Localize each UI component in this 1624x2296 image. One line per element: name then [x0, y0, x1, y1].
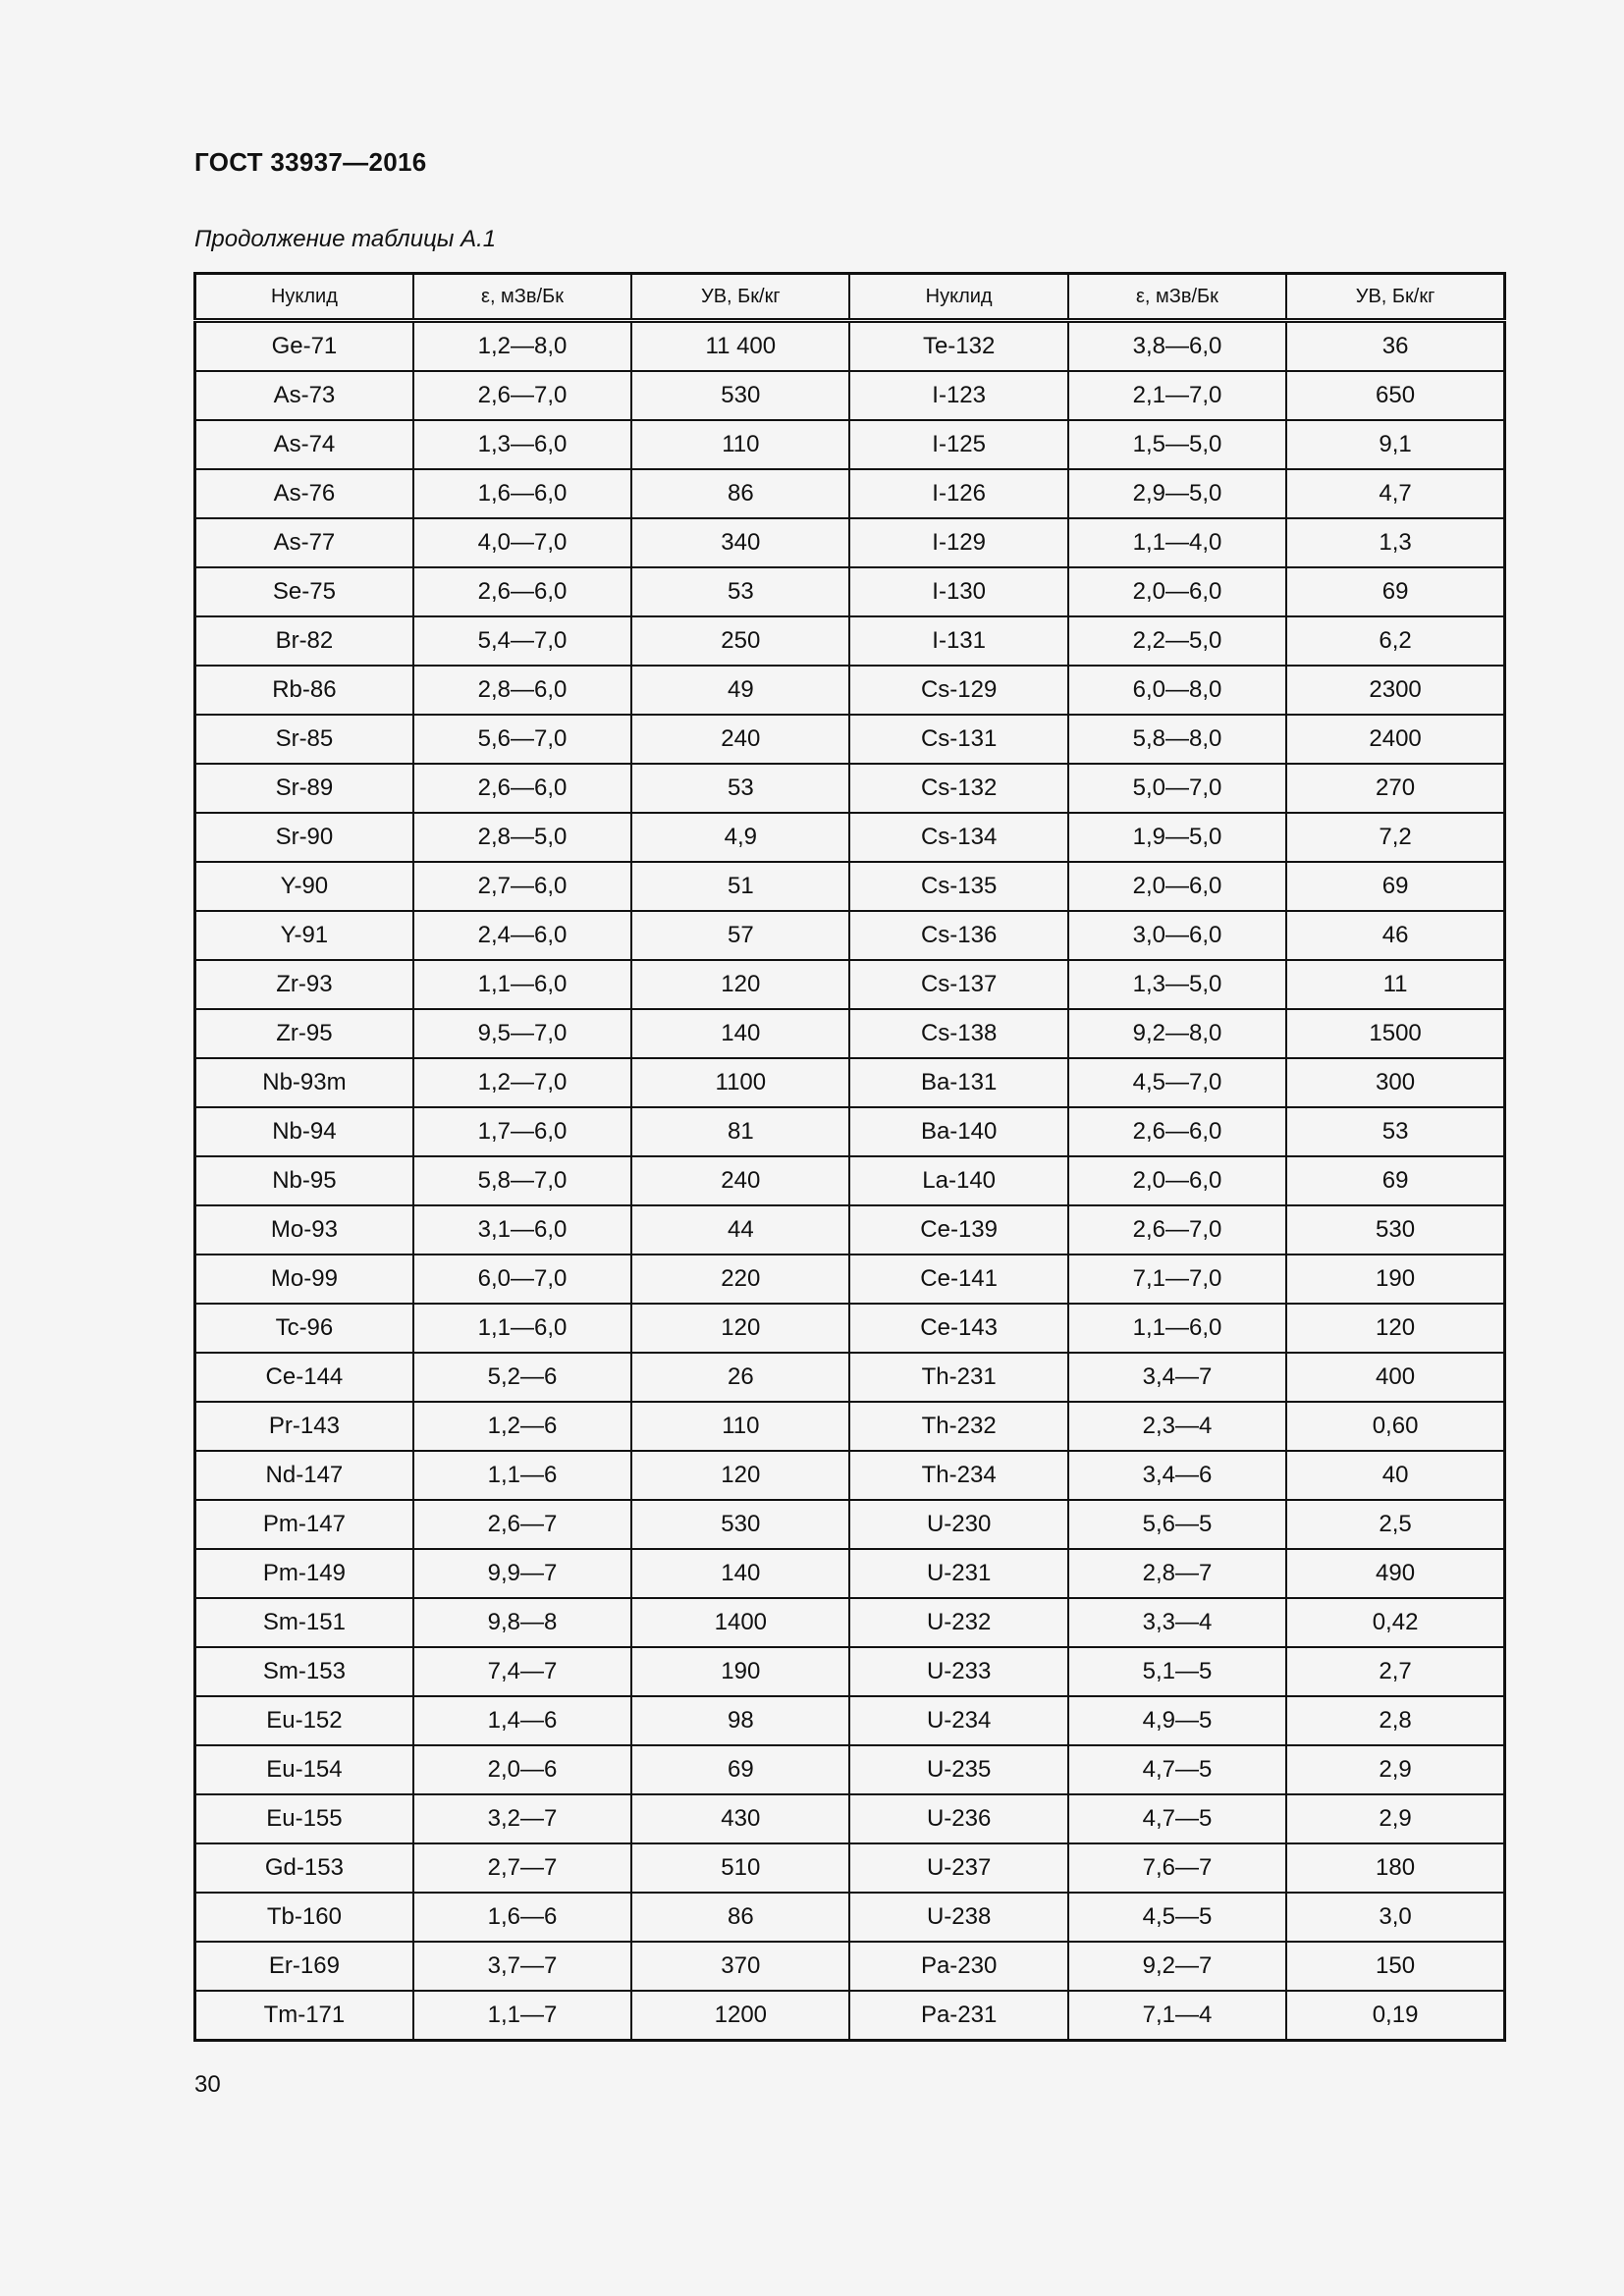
epsilon-cell: 2,0—6,0: [1068, 862, 1286, 911]
uv-cell: 400: [1286, 1353, 1504, 1402]
column-header-uv-1: УВ, Бк/кг: [631, 274, 849, 321]
epsilon-cell: 7,1—7,0: [1068, 1255, 1286, 1304]
uv-cell: 0,42: [1286, 1598, 1504, 1647]
nuclide-cell: I-130: [849, 567, 1067, 616]
uv-cell: 69: [631, 1745, 849, 1794]
epsilon-cell: 2,6—7,0: [413, 371, 631, 420]
nuclide-cell: U-234: [849, 1696, 1067, 1745]
epsilon-cell: 5,8—8,0: [1068, 715, 1286, 764]
table-row: [195, 1156, 1505, 1205]
uv-cell: 110: [631, 1402, 849, 1451]
nuclide-cell: Sr-85: [195, 715, 413, 764]
nuclide-cell: U-230: [849, 1500, 1067, 1549]
column-header-nuclide-1: Нуклид: [195, 274, 413, 321]
epsilon-cell: 5,6—7,0: [413, 715, 631, 764]
table-row: [195, 862, 1505, 911]
epsilon-cell: 5,1—5: [1068, 1647, 1286, 1696]
uv-cell: 2,9: [1286, 1794, 1504, 1843]
epsilon-cell: 1,2—8,0: [413, 321, 631, 372]
nuclide-cell: Pa-231: [849, 1991, 1067, 2041]
nuclide-cell: Sm-151: [195, 1598, 413, 1647]
table-row: [195, 1991, 1505, 2041]
epsilon-cell: 4,9—5: [1068, 1696, 1286, 1745]
table-caption: Продолжение таблицы А.1: [194, 226, 497, 252]
epsilon-cell: 1,2—6: [413, 1402, 631, 1451]
table-row: [195, 469, 1505, 518]
nuclide-cell: Sr-89: [195, 764, 413, 813]
uv-cell: 510: [631, 1843, 849, 1893]
table-row: [195, 1745, 1505, 1794]
uv-cell: 46: [1286, 911, 1504, 960]
uv-cell: 81: [631, 1107, 849, 1156]
uv-cell: 240: [631, 715, 849, 764]
uv-cell: 530: [631, 371, 849, 420]
nuclide-cell: U-232: [849, 1598, 1067, 1647]
table-row: [195, 1598, 1505, 1647]
epsilon-cell: 3,3—4: [1068, 1598, 1286, 1647]
header-row: [195, 274, 1505, 321]
nuclide-cell: Th-231: [849, 1353, 1067, 1402]
epsilon-cell: 1,5—5,0: [1068, 420, 1286, 469]
table-row: [195, 420, 1505, 469]
uv-cell: 49: [631, 666, 849, 715]
nuclide-cell: La-140: [849, 1156, 1067, 1205]
uv-cell: 300: [1286, 1058, 1504, 1107]
epsilon-cell: 1,7—6,0: [413, 1107, 631, 1156]
document-code-header: ГОСТ 33937—2016: [194, 147, 427, 177]
table-row: [195, 1009, 1505, 1058]
table-row: [195, 1500, 1505, 1549]
nuclide-cell: As-76: [195, 469, 413, 518]
epsilon-cell: 1,6—6: [413, 1893, 631, 1942]
table-row: [195, 567, 1505, 616]
uv-cell: 1100: [631, 1058, 849, 1107]
epsilon-cell: 4,7—5: [1068, 1745, 1286, 1794]
uv-cell: 1500: [1286, 1009, 1504, 1058]
epsilon-cell: 2,6—7: [413, 1500, 631, 1549]
uv-cell: 140: [631, 1549, 849, 1598]
table-row: [195, 1451, 1505, 1500]
nuclide-table: [193, 272, 1506, 2042]
nuclide-cell: Cs-136: [849, 911, 1067, 960]
column-header-epsilon-2: ε, мЗв/Бк: [1068, 274, 1286, 321]
table-row: [195, 960, 1505, 1009]
table-row: [195, 321, 1505, 372]
epsilon-cell: 1,3—5,0: [1068, 960, 1286, 1009]
uv-cell: 86: [631, 1893, 849, 1942]
epsilon-cell: 9,8—8: [413, 1598, 631, 1647]
table-row: [195, 518, 1505, 567]
column-header-uv-2: УВ, Бк/кг: [1286, 274, 1504, 321]
nuclide-cell: Zr-95: [195, 1009, 413, 1058]
epsilon-cell: 2,0—6,0: [1068, 567, 1286, 616]
table-row: [195, 715, 1505, 764]
column-header-epsilon-1: ε, мЗв/Бк: [413, 274, 631, 321]
nuclide-cell: Pa-230: [849, 1942, 1067, 1991]
uv-cell: 69: [1286, 862, 1504, 911]
uv-cell: 69: [1286, 567, 1504, 616]
table-row: [195, 1942, 1505, 1991]
uv-cell: 1400: [631, 1598, 849, 1647]
epsilon-cell: 1,2—7,0: [413, 1058, 631, 1107]
uv-cell: 36: [1286, 321, 1504, 372]
uv-cell: 2,9: [1286, 1745, 1504, 1794]
table-row: [195, 666, 1505, 715]
nuclide-cell: Eu-152: [195, 1696, 413, 1745]
nuclide-cell: Y-90: [195, 862, 413, 911]
uv-cell: 53: [1286, 1107, 1504, 1156]
nuclide-cell: Eu-154: [195, 1745, 413, 1794]
nuclide-cell: Ce-139: [849, 1205, 1067, 1255]
epsilon-cell: 2,8—7: [1068, 1549, 1286, 1598]
table-row: [195, 1304, 1505, 1353]
epsilon-cell: 5,0—7,0: [1068, 764, 1286, 813]
uv-cell: 11: [1286, 960, 1504, 1009]
epsilon-cell: 4,0—7,0: [413, 518, 631, 567]
epsilon-cell: 1,1—6,0: [413, 1304, 631, 1353]
uv-cell: 120: [631, 1304, 849, 1353]
uv-cell: 490: [1286, 1549, 1504, 1598]
uv-cell: 2,5: [1286, 1500, 1504, 1549]
nuclide-cell: Cs-137: [849, 960, 1067, 1009]
nuclide-cell: U-236: [849, 1794, 1067, 1843]
nuclide-cell: Nd-147: [195, 1451, 413, 1500]
epsilon-cell: 2,0—6,0: [1068, 1156, 1286, 1205]
uv-cell: 530: [631, 1500, 849, 1549]
epsilon-cell: 1,1—6: [413, 1451, 631, 1500]
nuclide-cell: U-235: [849, 1745, 1067, 1794]
nuclide-cell: I-131: [849, 616, 1067, 666]
table-row: [195, 1058, 1505, 1107]
nuclide-cell: Cs-138: [849, 1009, 1067, 1058]
nuclide-cell: Ce-143: [849, 1304, 1067, 1353]
nuclide-cell: Mo-93: [195, 1205, 413, 1255]
table-row: [195, 1402, 1505, 1451]
nuclide-cell: Sr-90: [195, 813, 413, 862]
nuclide-cell: Se-75: [195, 567, 413, 616]
nuclide-cell: Nb-93m: [195, 1058, 413, 1107]
uv-cell: 270: [1286, 764, 1504, 813]
uv-cell: 180: [1286, 1843, 1504, 1893]
nuclide-cell: Pm-149: [195, 1549, 413, 1598]
column-header-nuclide-2: Нуклид: [849, 274, 1067, 321]
nuclide-cell: Cs-135: [849, 862, 1067, 911]
epsilon-cell: 2,1—7,0: [1068, 371, 1286, 420]
epsilon-cell: 2,3—4: [1068, 1402, 1286, 1451]
uv-cell: 120: [1286, 1304, 1504, 1353]
uv-cell: 2300: [1286, 666, 1504, 715]
uv-cell: 4,9: [631, 813, 849, 862]
table-row: [195, 813, 1505, 862]
epsilon-cell: 1,3—6,0: [413, 420, 631, 469]
uv-cell: 53: [631, 567, 849, 616]
epsilon-cell: 9,2—8,0: [1068, 1009, 1286, 1058]
epsilon-cell: 1,1—4,0: [1068, 518, 1286, 567]
uv-cell: 98: [631, 1696, 849, 1745]
epsilon-cell: 3,4—6: [1068, 1451, 1286, 1500]
epsilon-cell: 2,7—6,0: [413, 862, 631, 911]
table-row: [195, 1549, 1505, 1598]
nuclide-cell: Ce-141: [849, 1255, 1067, 1304]
uv-cell: 40: [1286, 1451, 1504, 1500]
table-body: [195, 321, 1505, 2041]
uv-cell: 530: [1286, 1205, 1504, 1255]
uv-cell: 53: [631, 764, 849, 813]
uv-cell: 2,8: [1286, 1696, 1504, 1745]
epsilon-cell: 7,6—7: [1068, 1843, 1286, 1893]
uv-cell: 190: [631, 1647, 849, 1696]
nuclide-cell: Cs-134: [849, 813, 1067, 862]
uv-cell: 57: [631, 911, 849, 960]
epsilon-cell: 4,7—5: [1068, 1794, 1286, 1843]
epsilon-cell: 7,1—4: [1068, 1991, 1286, 2041]
epsilon-cell: 9,9—7: [413, 1549, 631, 1598]
uv-cell: 650: [1286, 371, 1504, 420]
epsilon-cell: 2,2—5,0: [1068, 616, 1286, 666]
epsilon-cell: 2,6—6,0: [1068, 1107, 1286, 1156]
nuclide-cell: As-77: [195, 518, 413, 567]
uv-cell: 26: [631, 1353, 849, 1402]
nuclide-cell: Ce-144: [195, 1353, 413, 1402]
uv-cell: 86: [631, 469, 849, 518]
table-row: [195, 616, 1505, 666]
table-row: [195, 764, 1505, 813]
nuclide-cell: As-74: [195, 420, 413, 469]
uv-cell: 6,2: [1286, 616, 1504, 666]
uv-cell: 110: [631, 420, 849, 469]
table-header: [195, 274, 1505, 321]
epsilon-cell: 5,4—7,0: [413, 616, 631, 666]
epsilon-cell: 1,1—6,0: [413, 960, 631, 1009]
nuclide-cell: Mo-99: [195, 1255, 413, 1304]
table-row: [195, 1255, 1505, 1304]
uv-cell: 1,3: [1286, 518, 1504, 567]
epsilon-cell: 6,0—7,0: [413, 1255, 631, 1304]
epsilon-cell: 1,1—6,0: [1068, 1304, 1286, 1353]
nuclide-cell: Tc-96: [195, 1304, 413, 1353]
table-row: [195, 911, 1505, 960]
nuclide-cell: Te-132: [849, 321, 1067, 372]
uv-cell: 2400: [1286, 715, 1504, 764]
epsilon-cell: 3,7—7: [413, 1942, 631, 1991]
nuclide-cell: Th-234: [849, 1451, 1067, 1500]
uv-cell: 3,0: [1286, 1893, 1504, 1942]
nuclide-cell: Nb-94: [195, 1107, 413, 1156]
nuclide-cell: Zr-93: [195, 960, 413, 1009]
uv-cell: 220: [631, 1255, 849, 1304]
epsilon-cell: 2,6—7,0: [1068, 1205, 1286, 1255]
epsilon-cell: 2,8—5,0: [413, 813, 631, 862]
uv-cell: 1200: [631, 1991, 849, 2041]
uv-cell: 430: [631, 1794, 849, 1843]
nuclide-cell: Rb-86: [195, 666, 413, 715]
epsilon-cell: 5,8—7,0: [413, 1156, 631, 1205]
nuclide-cell: Cs-132: [849, 764, 1067, 813]
nuclide-cell: Tm-171: [195, 1991, 413, 2041]
epsilon-cell: 1,6—6,0: [413, 469, 631, 518]
nuclide-cell: U-231: [849, 1549, 1067, 1598]
epsilon-cell: 7,4—7: [413, 1647, 631, 1696]
nuclide-cell: Eu-155: [195, 1794, 413, 1843]
table-row: [195, 1696, 1505, 1745]
epsilon-cell: 6,0—8,0: [1068, 666, 1286, 715]
uv-cell: 370: [631, 1942, 849, 1991]
uv-cell: 4,7: [1286, 469, 1504, 518]
table-row: [195, 1353, 1505, 1402]
epsilon-cell: 3,2—7: [413, 1794, 631, 1843]
table-row: [195, 1843, 1505, 1893]
epsilon-cell: 2,0—6: [413, 1745, 631, 1794]
table-row: [195, 1893, 1505, 1942]
epsilon-cell: 3,0—6,0: [1068, 911, 1286, 960]
epsilon-cell: 1,4—6: [413, 1696, 631, 1745]
epsilon-cell: 1,1—7: [413, 1991, 631, 2041]
nuclide-cell: Y-91: [195, 911, 413, 960]
uv-cell: 51: [631, 862, 849, 911]
uv-cell: 150: [1286, 1942, 1504, 1991]
table-row: [195, 1794, 1505, 1843]
nuclide-cell: I-126: [849, 469, 1067, 518]
nuclide-cell: U-238: [849, 1893, 1067, 1942]
table-row: [195, 1647, 1505, 1696]
nuclide-cell: Er-169: [195, 1942, 413, 1991]
uv-cell: 190: [1286, 1255, 1504, 1304]
nuclide-cell: Ge-71: [195, 321, 413, 372]
nuclide-cell: Nb-95: [195, 1156, 413, 1205]
nuclide-cell: Ba-131: [849, 1058, 1067, 1107]
uv-cell: 240: [631, 1156, 849, 1205]
nuclide-cell: Gd-153: [195, 1843, 413, 1893]
nuclide-cell: I-129: [849, 518, 1067, 567]
epsilon-cell: 2,6—6,0: [413, 764, 631, 813]
table-row: [195, 1107, 1505, 1156]
uv-cell: 120: [631, 960, 849, 1009]
table-row: [195, 371, 1505, 420]
epsilon-cell: 2,8—6,0: [413, 666, 631, 715]
uv-cell: 250: [631, 616, 849, 666]
uv-cell: 140: [631, 1009, 849, 1058]
nuclide-cell: Pm-147: [195, 1500, 413, 1549]
epsilon-cell: 9,2—7: [1068, 1942, 1286, 1991]
epsilon-cell: 2,7—7: [413, 1843, 631, 1893]
uv-cell: 44: [631, 1205, 849, 1255]
uv-cell: 11 400: [631, 321, 849, 372]
nuclide-cell: Tb-160: [195, 1893, 413, 1942]
epsilon-cell: 3,4—7: [1068, 1353, 1286, 1402]
nuclide-cell: U-233: [849, 1647, 1067, 1696]
table-row: [195, 1205, 1505, 1255]
epsilon-cell: 9,5—7,0: [413, 1009, 631, 1058]
epsilon-cell: 5,2—6: [413, 1353, 631, 1402]
uv-cell: 340: [631, 518, 849, 567]
uv-cell: 7,2: [1286, 813, 1504, 862]
uv-cell: 0,60: [1286, 1402, 1504, 1451]
nuclide-cell: I-125: [849, 420, 1067, 469]
epsilon-cell: 1,9—5,0: [1068, 813, 1286, 862]
nuclide-cell: U-237: [849, 1843, 1067, 1893]
epsilon-cell: 5,6—5: [1068, 1500, 1286, 1549]
uv-cell: 0,19: [1286, 1991, 1504, 2041]
nuclide-cell: Sm-153: [195, 1647, 413, 1696]
nuclide-cell: Cs-129: [849, 666, 1067, 715]
epsilon-cell: 3,1—6,0: [413, 1205, 631, 1255]
uv-cell: 9,1: [1286, 420, 1504, 469]
page-number: 30: [194, 2071, 221, 2098]
epsilon-cell: 2,6—6,0: [413, 567, 631, 616]
nuclide-cell: Pr-143: [195, 1402, 413, 1451]
epsilon-cell: 2,9—5,0: [1068, 469, 1286, 518]
epsilon-cell: 4,5—7,0: [1068, 1058, 1286, 1107]
nuclide-cell: Th-232: [849, 1402, 1067, 1451]
uv-cell: 2,7: [1286, 1647, 1504, 1696]
nuclide-cell: I-123: [849, 371, 1067, 420]
epsilon-cell: 3,8—6,0: [1068, 321, 1286, 372]
nuclide-cell: Br-82: [195, 616, 413, 666]
epsilon-cell: 2,4—6,0: [413, 911, 631, 960]
nuclide-cell: Cs-131: [849, 715, 1067, 764]
uv-cell: 120: [631, 1451, 849, 1500]
nuclide-cell: Ba-140: [849, 1107, 1067, 1156]
uv-cell: 69: [1286, 1156, 1504, 1205]
epsilon-cell: 4,5—5: [1068, 1893, 1286, 1942]
nuclide-cell: As-73: [195, 371, 413, 420]
